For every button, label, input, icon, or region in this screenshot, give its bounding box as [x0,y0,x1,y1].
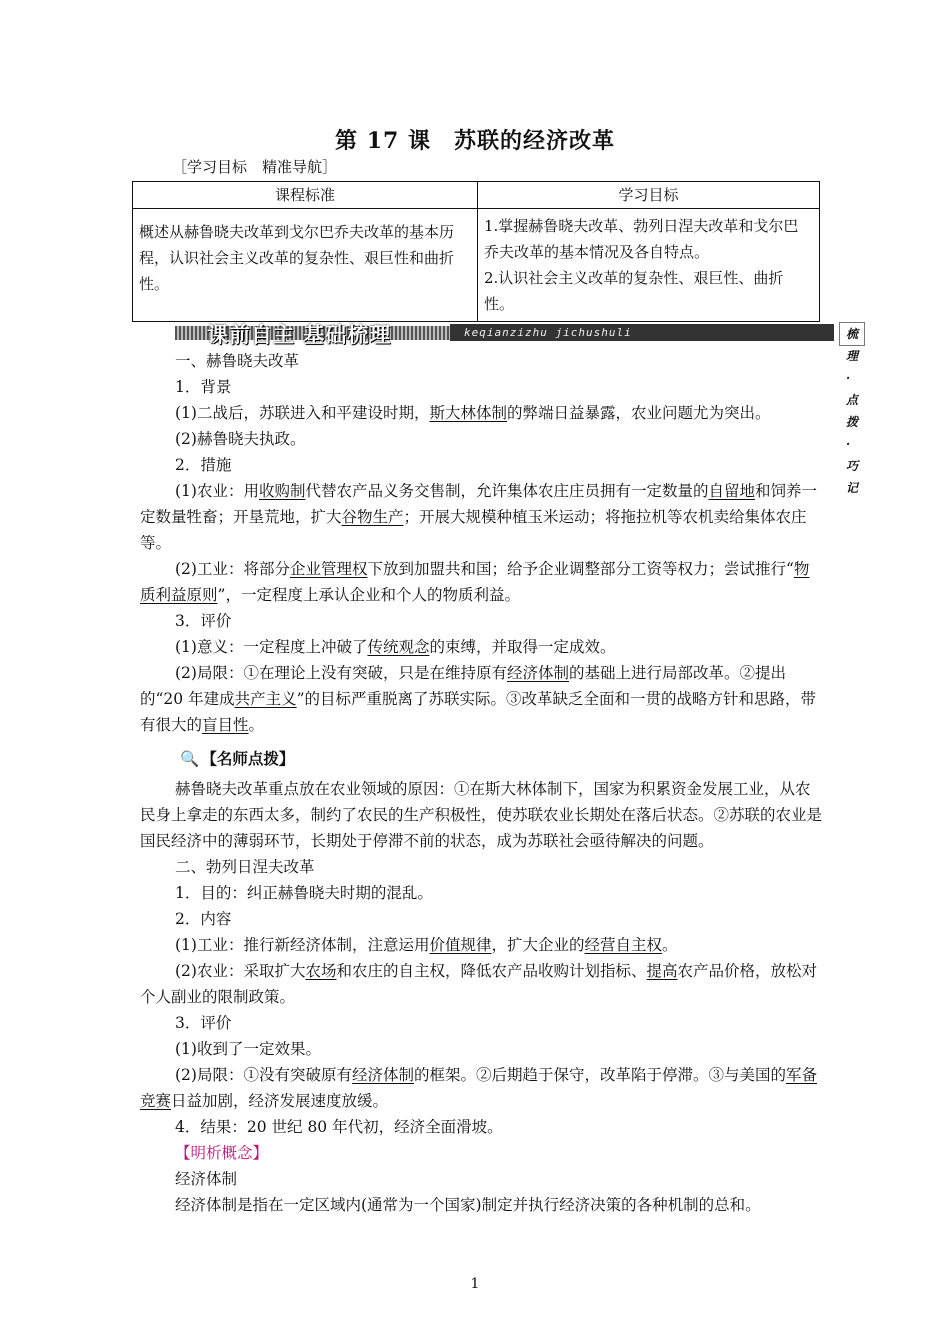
key-term: 农场 [305,962,337,980]
key-term: 价值规律 [429,936,492,954]
key-term: 传统观念 [367,638,430,656]
subheading: 3．评价 [175,612,232,630]
table-cell-standard: 概述从赫鲁晓夫改革到戈尔巴乔夫改革的基本历程，认识社会主义改革的复杂性、艰巨性和曲折性。 [133,209,478,322]
key-term: 企业管理权 [289,560,368,578]
table-header-goals: 学习目标 [478,182,820,209]
magnifier-icon: 🔍 [180,750,200,768]
key-term: 自留地 [708,482,756,500]
subheading: 1．背景 [175,378,232,396]
banner-pinyin: keqianzizhu jichushuli [450,324,834,341]
key-term: 斯大林体制 [429,404,507,422]
content-body [140,348,822,1218]
key-term: 军备竞赛 [140,1066,818,1110]
paragraph: 4．结果：20 世纪 80 年代初，经济全面滑坡。 [175,1118,503,1136]
paragraph: (1)意义：一定程度上冲破了传统观念的束缚，并取得一定成效。 [175,638,616,656]
key-term: 经营自主权 [584,936,663,954]
key-term: 物质利益原则 [140,560,810,604]
section-label: ［学习目标 精准导航］ [172,158,338,176]
tip-paragraph: 赫鲁晓夫改革重点放在农业领域的原因：①在斯大林体制下，国家为积累资金发展工业，从农民身上拿走的东西太多，制约了农民的生产积极性，使苏联农业长期处在落后状态。②苏联的农业是国民经济中的薄弱环节，长期处于停滞不前的状态，成为苏联社会亟待解决的问题。 [140,780,823,850]
tip-heading: 🔍 【名师点拨】 [180,746,822,772]
objectives-table [132,181,820,322]
paragraph: (2)赫鲁晓夫执政。 [175,430,306,448]
concept-definition: 经济体制是指在一定区域内(通常为一个国家)制定并执行经济决策的各种机制的总和。 [175,1196,761,1214]
goal-item: 2.认识社会主义改革的复杂性、艰巨性、曲折性。 [484,269,784,313]
subheading: 2．内容 [175,910,232,928]
paragraph: (2)农业：采取扩大农场和农庄的自主权，降低农产品收购计划指标、提高农产品价格，放松对个人副业的限制政策。 [140,962,818,1006]
key-term: 谷物生产 [341,508,404,526]
paragraph: 1．目的：纠正赫鲁晓夫时期的混乱。 [175,884,433,902]
concept-heading: 【明析概念】 [175,1144,269,1162]
key-term: 盲目性 [202,716,249,734]
paragraph: (1)收到了一定效果。 [175,1040,321,1058]
paragraph: (2)工业：将部分企业管理权下放到加盟共和国；给予企业调整部分工资等权力；尝试推行“物质利益原则”，一定程度上承认企业和个人的物质利益。 [140,560,810,604]
paragraph: (1)农业：用收购制代替农产品义务交售制，允许集体农庄庄员拥有一定数量的自留地和饲养一定数量牲畜；开垦荒地，扩大谷物生产；开展大规模种植玉米运动；将拖拉机等农机卖给集体农庄等。 [140,482,818,552]
paragraph: (1)二战后，苏联进入和平建设时期，斯大林体制的弊端日益暴露，农业问题尤为突出。 [175,404,771,422]
key-term: 收购制 [258,482,306,500]
page-number: 1 [470,1276,480,1292]
key-term: 经济体制 [506,664,569,682]
heading: 一、赫鲁晓夫改革 [175,352,300,370]
key-term: 经济体制 [351,1066,414,1084]
banner-title: 课前自主 基础梳理 [207,322,392,347]
paragraph: (2)局限：①在理论上没有突破，只是在维持原有经济体制的基础上进行局部改革。②提出的“20 年建成共产主义”的目标严重脱离了苏联实际。③改革缺乏全面和一贯的战略方针和思路，带有很大的盲目性。 [140,664,817,734]
concept-term: 经济体制 [175,1170,238,1188]
lesson-title: 第 17 课 苏联的经济改革 [335,128,615,154]
banner-tag: 梳理·点拨·巧记 [839,322,865,346]
key-term: 提高 [646,962,678,980]
subheading: 3．评价 [175,1014,232,1032]
key-term: 共产主义 [234,690,297,708]
paragraph: (1)工业：推行新经济体制，注意运用价值规律，扩大企业的经营自主权。 [175,936,678,954]
goal-item: 1.掌握赫鲁晓夫改革、勃列日涅夫改革和戈尔巴乔夫改革的基本情况及各自特点。 [484,217,799,261]
paragraph: (2)局限：①没有突破原有经济体制的框架。②后期趋于保守，改革陷于停滞。③与美国的军备竞赛日益加剧，经济发展速度放缓。 [140,1066,818,1110]
heading: 二、勃列日涅夫改革 [175,858,315,876]
subheading: 2．措施 [175,456,232,474]
table-cell-goals [478,209,820,322]
table-header-standard: 课程标准 [133,182,478,209]
